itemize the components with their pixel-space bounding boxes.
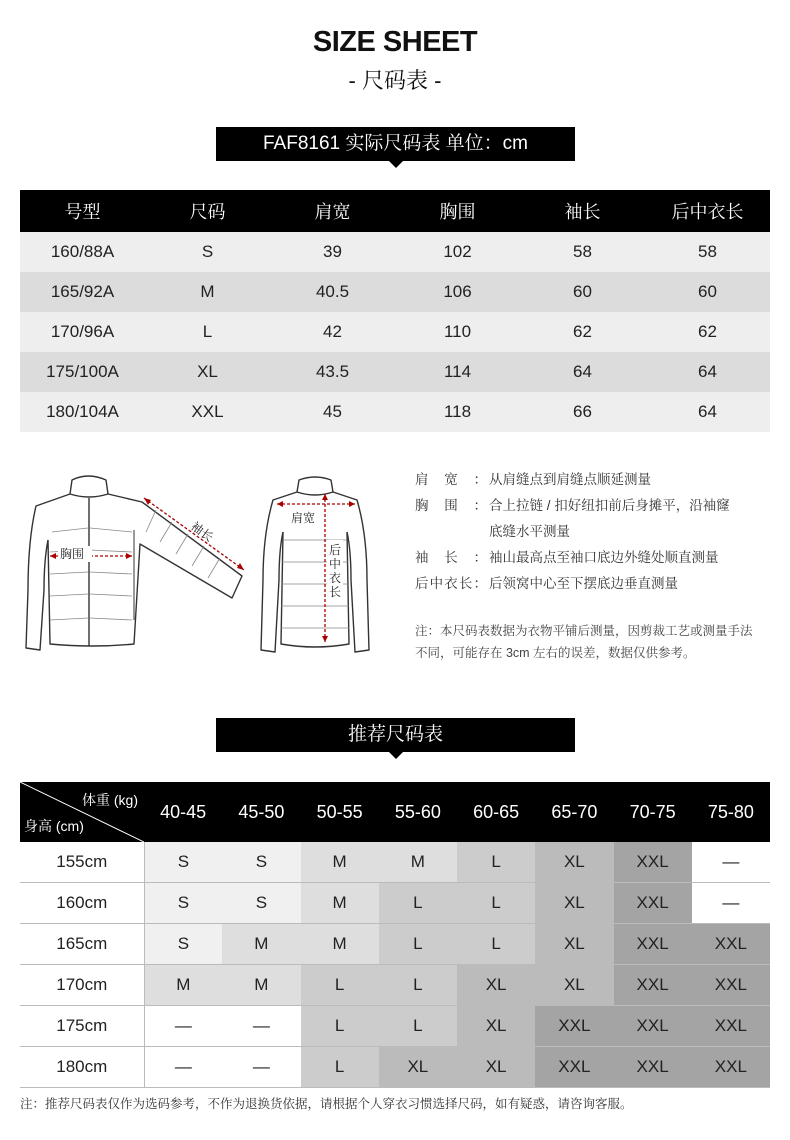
size-cell: S [144, 924, 222, 965]
table-cell: 64 [645, 352, 770, 392]
size-table [20, 190, 770, 432]
back-length-label: 后中衣长 [329, 543, 342, 599]
measurement-note-text: 底缝水平测量 [489, 524, 570, 539]
size-table-header: 尺码 [145, 190, 270, 232]
size-cell: XXL [535, 1047, 613, 1088]
size-table-header-row [20, 190, 770, 232]
height-row-header: 160cm [20, 883, 144, 924]
measurement-note-text: 袖山最高点至袖口底边外缝处顺直测量 [489, 550, 719, 565]
table-cell: 60 [520, 272, 645, 312]
size-table-header: 肩宽 [270, 190, 395, 232]
measurement-note-text: 后领窝中心至下摆底边垂直测量 [489, 576, 678, 591]
size-cell: XXL [614, 1006, 692, 1047]
size-cell: XXL [614, 1047, 692, 1088]
weight-column-header: 75-80 [692, 782, 770, 842]
size-cell: XL [535, 842, 613, 883]
table-cell: 180/104A [20, 392, 145, 432]
size-table-header: 袖长 [520, 190, 645, 232]
shoulder-label: 肩宽 [291, 511, 316, 525]
table-cell: L [145, 312, 270, 352]
measurement-note [415, 467, 775, 493]
sleeve-label: 袖长 [188, 519, 216, 545]
table-cell: 45 [270, 392, 395, 432]
table-row [20, 1047, 770, 1088]
height-row-header: 170cm [20, 965, 144, 1006]
table-cell: XL [145, 352, 270, 392]
page-title: SIZE SHEET [312, 26, 478, 58]
table-cell: XXL [145, 392, 270, 432]
size-cell: L [301, 965, 379, 1006]
measurement-note-label: 胸围： [415, 498, 487, 513]
table-cell: S [145, 232, 270, 272]
size-cell: M [144, 965, 222, 1006]
measurement-note [415, 545, 775, 571]
size-cell: — [222, 1047, 300, 1088]
size-cell: L [457, 883, 535, 924]
recommended-size-banner-text: 推荐尺码表 [347, 724, 443, 745]
size-cell: M [222, 924, 300, 965]
table-cell: 102 [395, 232, 520, 272]
table-row [20, 352, 770, 392]
height-row-header: 180cm [20, 1047, 144, 1088]
measurement-note-text: 从肩缝点到肩缝点顺延测量 [489, 472, 651, 487]
table-cell: 66 [520, 392, 645, 432]
measurement-note-label: 袖长： [415, 550, 487, 565]
size-cell: — [144, 1047, 222, 1088]
size-cell: L [301, 1047, 379, 1088]
size-cell: L [301, 1006, 379, 1047]
banner-pointer [388, 751, 404, 759]
size-table-header: 后中衣长 [645, 190, 770, 232]
size-cell: L [379, 965, 457, 1006]
measurement-note-label: 肩宽： [415, 472, 487, 487]
table-cell: 39 [270, 232, 395, 272]
recommended-table-header-row [20, 782, 770, 842]
size-table-header: 号型 [20, 190, 145, 232]
table-cell: 170/96A [20, 312, 145, 352]
size-cell: S [144, 883, 222, 924]
size-cell: XL [457, 965, 535, 1006]
size-cell: M [301, 883, 379, 924]
table-cell: 106 [395, 272, 520, 312]
weight-column-header: 40-45 [144, 782, 222, 842]
page-subtitle: - 尺码表 - [348, 68, 442, 93]
size-cell: S [144, 842, 222, 883]
measurement-note [415, 493, 775, 519]
table-row [20, 312, 770, 352]
measurement-note-label [415, 519, 489, 545]
table-cell: 64 [645, 392, 770, 432]
table-cell: 110 [395, 312, 520, 352]
recommended-footnote: 注：推荐尺码表仅作为选码参考，不作为退换货依据，请根据个人穿衣习惯选择尺码，如有疑惑，请咨询客服。 [20, 1097, 633, 1111]
table-row [20, 392, 770, 432]
measurement-footnote: 注：本尺码表数据为衣物平铺后测量，因剪裁工艺或测量手法不同，可能存在 3cm 左右的误差，数据仅供参考。 [415, 624, 753, 660]
table-cell: 64 [520, 352, 645, 392]
table-cell: 40.5 [270, 272, 395, 312]
size-cell: S [222, 842, 300, 883]
banner-pointer [388, 160, 404, 168]
table-cell: 58 [645, 232, 770, 272]
size-cell: — [692, 842, 770, 883]
table-cell: 165/92A [20, 272, 145, 312]
table-cell: 60 [645, 272, 770, 312]
table-cell: 42 [270, 312, 395, 352]
recommended-size-banner [216, 718, 575, 752]
jacket-back-diagram [255, 470, 395, 660]
size-cell: XXL [614, 965, 692, 1006]
measurement-note-text: 合上拉链 / 扣好纽扣前后身摊平，沿袖窿 [489, 498, 730, 513]
size-cell: M [301, 842, 379, 883]
size-cell: M [222, 965, 300, 1006]
height-axis-label: 身高 (cm) [24, 818, 84, 834]
weight-column-header: 45-50 [222, 782, 300, 842]
size-cell: XL [457, 1006, 535, 1047]
height-row-header: 165cm [20, 924, 144, 965]
size-cell: XL [535, 924, 613, 965]
height-row-header: 175cm [20, 1006, 144, 1047]
size-cell: XL [535, 883, 613, 924]
table-cell: 43.5 [270, 352, 395, 392]
table-cell: 58 [520, 232, 645, 272]
table-row [20, 1006, 770, 1047]
weight-column-header: 55-60 [379, 782, 457, 842]
height-row-header: 155cm [20, 842, 144, 883]
size-cell: XXL [692, 1006, 770, 1047]
measurement-note [415, 571, 775, 597]
weight-column-header: 70-75 [614, 782, 692, 842]
size-cell: L [457, 924, 535, 965]
size-cell: — [222, 1006, 300, 1047]
table-row [20, 842, 770, 883]
table-row [20, 924, 770, 965]
jacket-front-diagram [22, 470, 252, 660]
size-cell: XL [535, 965, 613, 1006]
size-cell: XXL [692, 1047, 770, 1088]
weight-axis-label: 体重 (kg) [82, 792, 138, 808]
size-cell: XXL [614, 924, 692, 965]
weight-column-header: 60-65 [457, 782, 535, 842]
size-cell: XXL [614, 842, 692, 883]
size-table-header: 胸围 [395, 190, 520, 232]
table-cell: 160/88A [20, 232, 145, 272]
size-cell: XXL [535, 1006, 613, 1047]
table-cell: 62 [645, 312, 770, 352]
table-cell: 114 [395, 352, 520, 392]
size-cell: L [379, 883, 457, 924]
size-cell: L [379, 924, 457, 965]
table-row [20, 883, 770, 924]
table-cell: 118 [395, 392, 520, 432]
size-cell: XXL [614, 883, 692, 924]
measurement-note [415, 519, 775, 545]
size-cell: — [692, 883, 770, 924]
size-chart-banner-text: FAF8161 实际尺码表 单位：cm [263, 133, 528, 154]
chest-label: 胸围 [60, 547, 85, 561]
table-row [20, 965, 770, 1006]
table-cell: 175/100A [20, 352, 145, 392]
size-cell: XXL [692, 924, 770, 965]
size-cell: — [144, 1006, 222, 1047]
size-cell: L [457, 842, 535, 883]
size-cell: M [301, 924, 379, 965]
weight-column-header: 50-55 [301, 782, 379, 842]
size-cell: M [379, 842, 457, 883]
measurement-notes [415, 467, 775, 597]
weight-column-header: 65-70 [535, 782, 613, 842]
size-chart-banner [216, 127, 575, 161]
table-cell: M [145, 272, 270, 312]
table-cell: 62 [520, 312, 645, 352]
measurement-note-label: 后中衣长： [415, 576, 487, 591]
size-cell: XL [379, 1047, 457, 1088]
recommended-size-table [20, 782, 770, 1088]
size-cell: XL [457, 1047, 535, 1088]
size-cell: L [379, 1006, 457, 1047]
size-cell: XXL [692, 965, 770, 1006]
size-cell: S [222, 883, 300, 924]
corner-header [20, 782, 144, 842]
table-row [20, 232, 770, 272]
table-row [20, 272, 770, 312]
